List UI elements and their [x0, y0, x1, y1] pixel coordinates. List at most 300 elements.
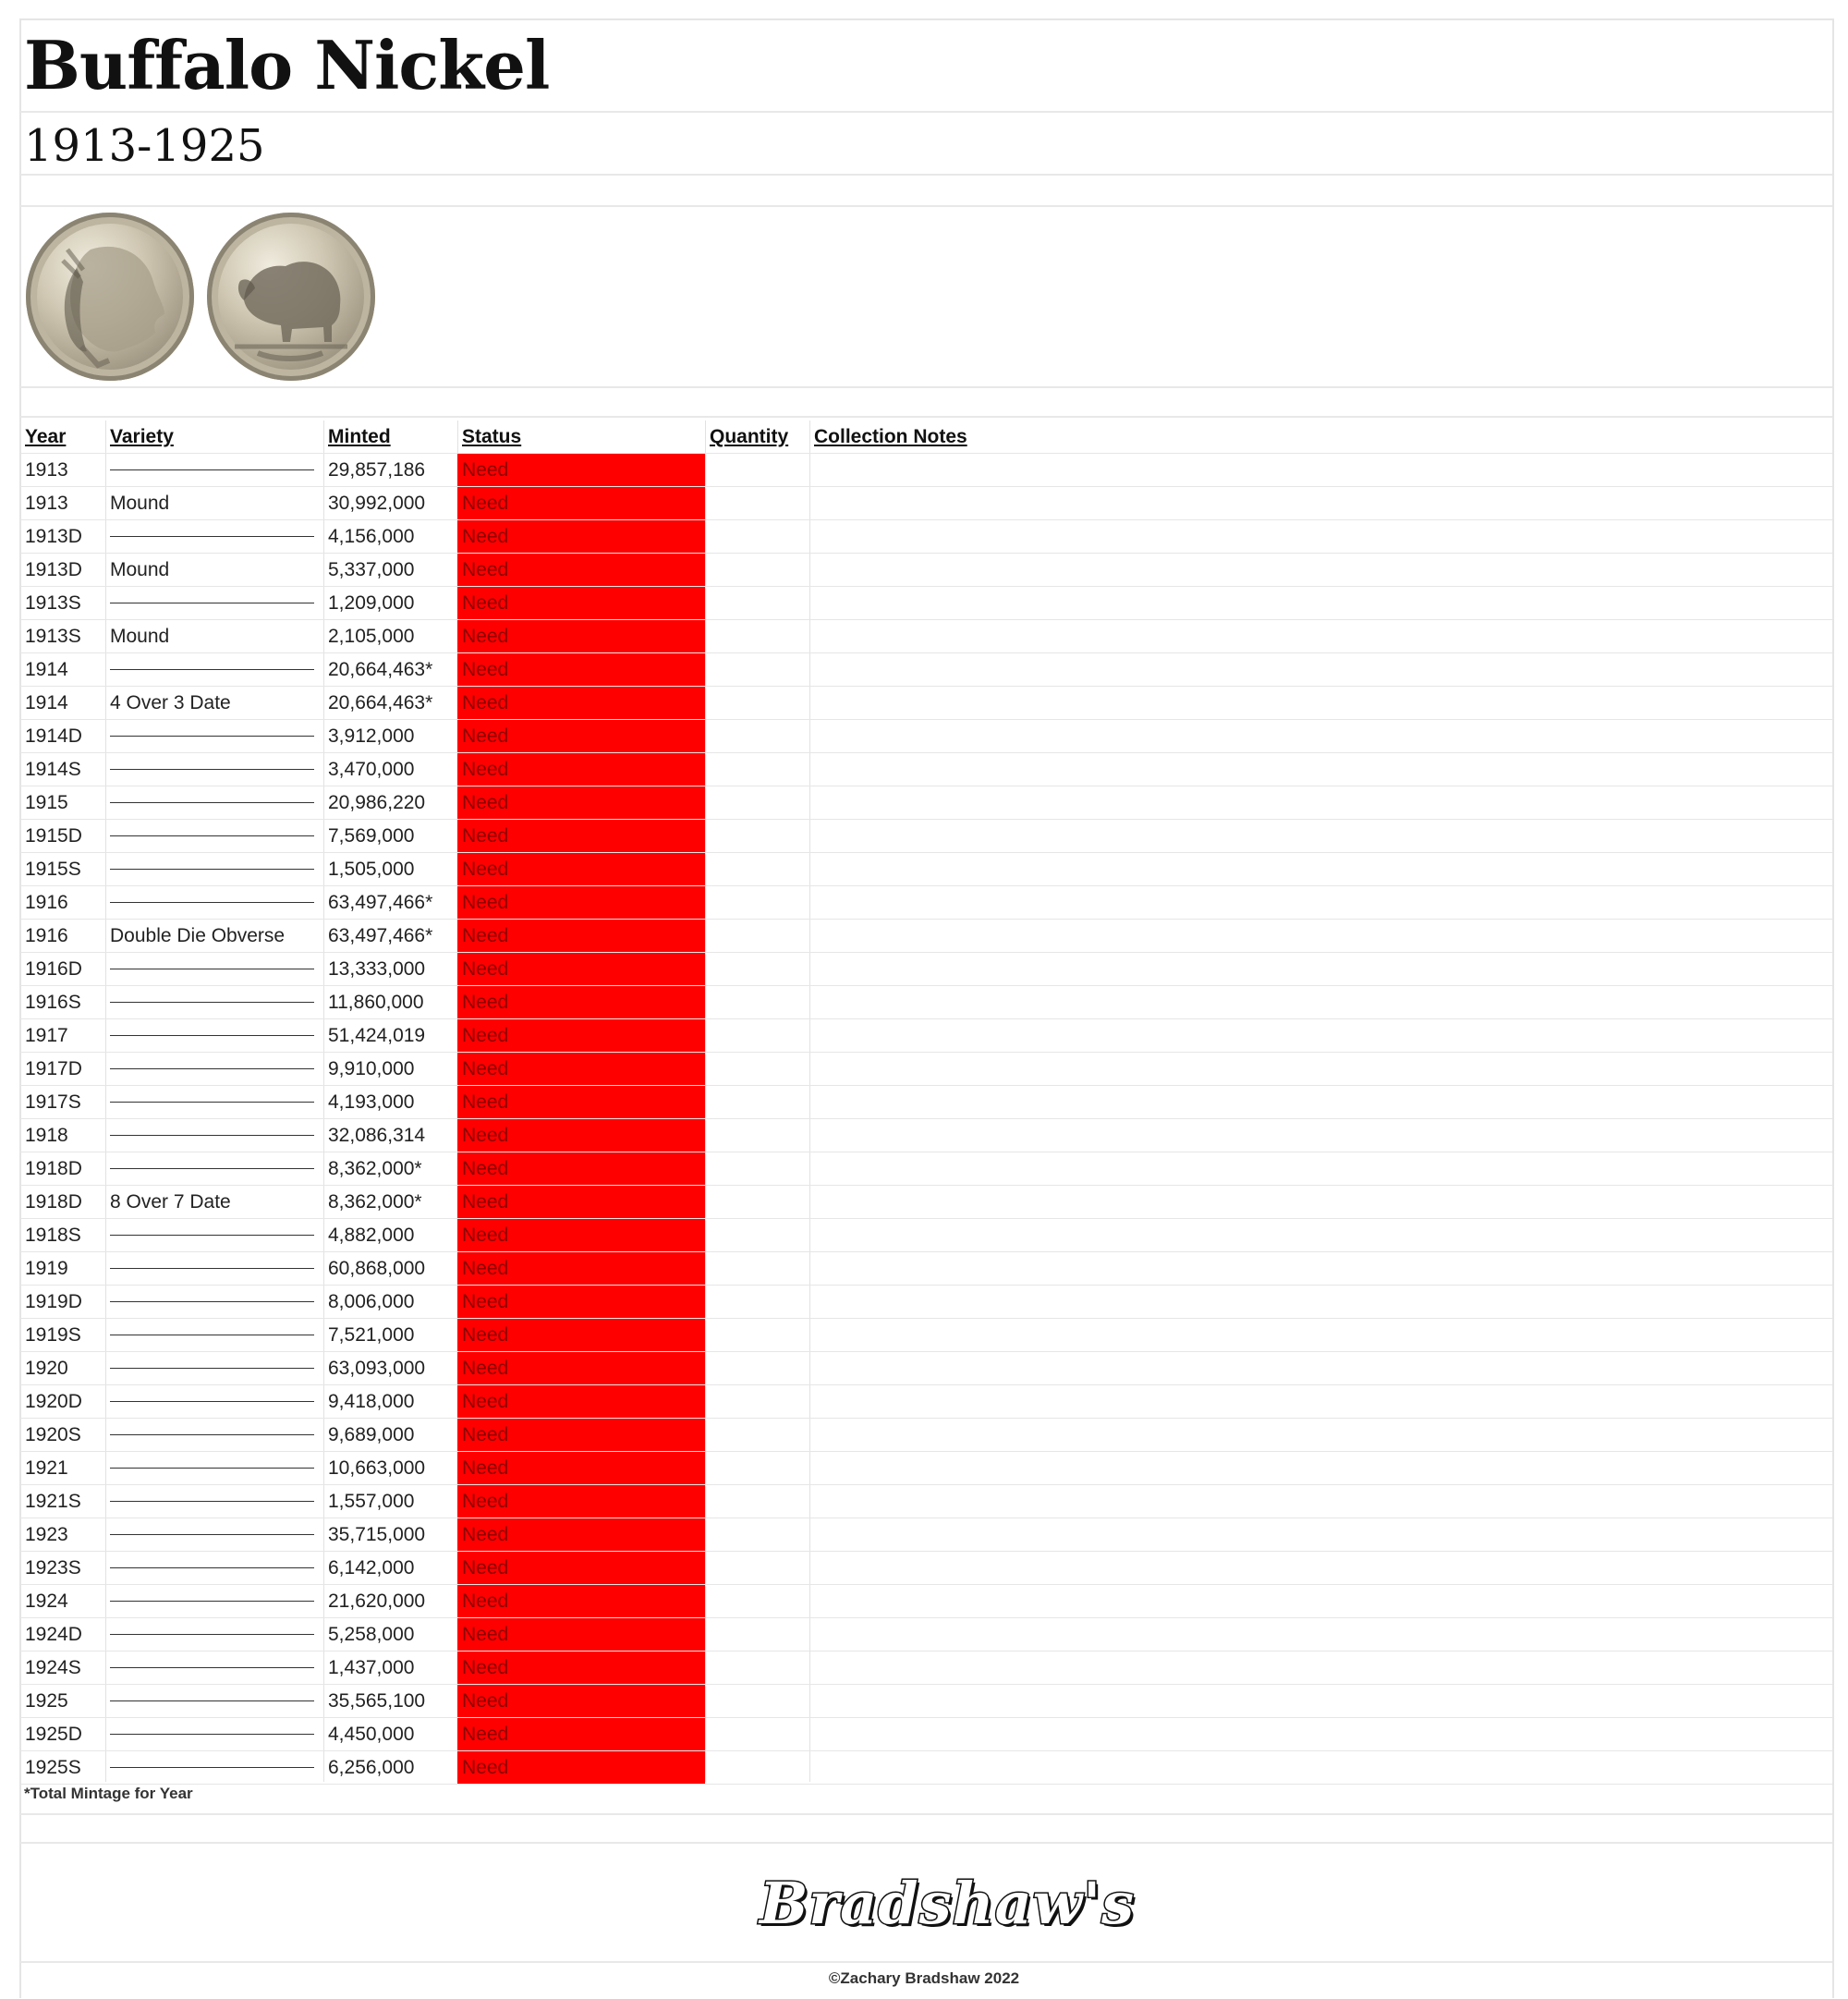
- status-cell[interactable]: Need: [457, 1685, 705, 1717]
- table-row: [20, 587, 1832, 620]
- status-cell[interactable]: Need: [457, 454, 705, 486]
- status-cell[interactable]: Need: [457, 620, 705, 652]
- variety-cell: [105, 454, 323, 486]
- year-cell: 1913: [25, 493, 68, 514]
- status-cell[interactable]: Need: [457, 1319, 705, 1351]
- collection-notes-cell[interactable]: [809, 720, 1832, 752]
- year-cell: 1918: [25, 1125, 68, 1146]
- variety-cell: [105, 1086, 323, 1118]
- quantity-cell[interactable]: [705, 487, 809, 519]
- empty-variety-dash: [110, 1235, 314, 1236]
- empty-variety-dash: [110, 1534, 314, 1535]
- year-cell: 1919S: [25, 1324, 81, 1346]
- minted-cell: 8,362,000*: [328, 1191, 422, 1213]
- status-cell[interactable]: Need: [457, 986, 705, 1018]
- year-cell: 1916: [25, 892, 68, 913]
- collection-notes-cell[interactable]: [809, 1485, 1832, 1518]
- collection-notes-cell[interactable]: [809, 1618, 1832, 1651]
- year-cell: 1925: [25, 1690, 68, 1712]
- table-row: [20, 1485, 1832, 1518]
- status-cell[interactable]: Need: [457, 1585, 705, 1617]
- empty-variety-dash: [110, 1667, 314, 1668]
- minted-cell: 51,424,019: [328, 1025, 426, 1046]
- year-cell: 1918D: [25, 1191, 82, 1213]
- year-cell: 1919: [25, 1258, 68, 1279]
- variety-cell: [105, 1452, 323, 1484]
- status-cell[interactable]: Need: [457, 1252, 705, 1285]
- quantity-cell[interactable]: [705, 786, 809, 819]
- status-cell[interactable]: Need: [457, 1119, 705, 1152]
- table-row: [20, 1053, 1832, 1086]
- empty-variety-dash: [110, 736, 314, 737]
- minted-cell: 63,497,466*: [328, 892, 433, 913]
- quantity-cell[interactable]: [705, 1452, 809, 1484]
- status-cell[interactable]: Need: [457, 1552, 705, 1584]
- table-row: [20, 820, 1832, 853]
- row-divider: [20, 174, 1832, 176]
- year-cell: 1915: [25, 792, 68, 813]
- year-cell: 1921S: [25, 1491, 81, 1512]
- collection-notes-cell[interactable]: [809, 1585, 1832, 1617]
- quantity-cell[interactable]: [705, 1119, 809, 1152]
- table-row: [20, 1751, 1832, 1785]
- variety-cell: [105, 653, 323, 686]
- status-cell[interactable]: Need: [457, 1286, 705, 1318]
- minted-cell: 4,156,000: [328, 526, 415, 547]
- minted-cell: 9,418,000: [328, 1391, 415, 1412]
- status-cell[interactable]: Need: [457, 920, 705, 952]
- year-cell: 1914: [25, 659, 68, 680]
- empty-variety-dash: [110, 869, 314, 870]
- quantity-cell[interactable]: [705, 1618, 809, 1651]
- variety-cell: [105, 1352, 323, 1384]
- collection-notes-cell[interactable]: [809, 853, 1832, 885]
- quantity-cell[interactable]: [705, 1252, 809, 1285]
- quantity-cell[interactable]: [705, 620, 809, 652]
- collection-notes-cell[interactable]: [809, 1019, 1832, 1052]
- collection-notes-cell[interactable]: [809, 554, 1832, 586]
- minted-cell: 7,521,000: [328, 1324, 415, 1346]
- status-cell[interactable]: Need: [457, 786, 705, 819]
- quantity-cell[interactable]: [705, 953, 809, 985]
- table-row: [20, 886, 1832, 920]
- quantity-cell[interactable]: [705, 653, 809, 686]
- minted-cell: 10,663,000: [328, 1457, 426, 1479]
- collection-notes-cell[interactable]: [809, 1319, 1832, 1351]
- variety-cell: Mound: [110, 626, 170, 647]
- collection-notes-cell[interactable]: [809, 587, 1832, 619]
- variety-cell: [105, 1252, 323, 1285]
- status-cell[interactable]: Need: [457, 1485, 705, 1518]
- row-divider: [20, 1961, 1832, 1963]
- minted-cell: 21,620,000: [328, 1591, 426, 1612]
- empty-variety-dash: [110, 1767, 314, 1768]
- indian-head-icon: [26, 213, 194, 381]
- empty-variety-dash: [110, 835, 314, 836]
- quantity-cell[interactable]: [705, 1219, 809, 1251]
- collection-notes-cell[interactable]: [809, 653, 1832, 686]
- status-cell[interactable]: Need: [457, 753, 705, 786]
- variety-cell: [105, 820, 323, 852]
- status-cell[interactable]: Need: [457, 1419, 705, 1451]
- table-header-row: [20, 421, 1832, 454]
- minted-cell: 6,142,000: [328, 1557, 415, 1578]
- quantity-cell[interactable]: [705, 1186, 809, 1218]
- empty-variety-dash: [110, 1368, 314, 1369]
- quantity-cell[interactable]: [705, 853, 809, 885]
- page-title: Buffalo Nickel: [24, 26, 550, 104]
- minted-cell: 35,565,100: [328, 1690, 426, 1712]
- coin-reverse-image: [207, 213, 375, 381]
- variety-cell: Mound: [110, 493, 170, 514]
- year-cell: 1917D: [25, 1058, 82, 1079]
- year-cell: 1916S: [25, 992, 81, 1013]
- minted-cell: 4,450,000: [328, 1724, 415, 1745]
- table-row: [20, 1652, 1832, 1685]
- status-cell[interactable]: Need: [457, 953, 705, 985]
- table-row: [20, 1518, 1832, 1552]
- quantity-cell[interactable]: [705, 1352, 809, 1384]
- status-cell[interactable]: Need: [457, 653, 705, 686]
- variety-cell: 4 Over 3 Date: [110, 692, 231, 713]
- quantity-cell[interactable]: [705, 720, 809, 752]
- table-row: [20, 753, 1832, 786]
- quantity-cell[interactable]: [705, 986, 809, 1018]
- minted-cell: 6,256,000: [328, 1757, 415, 1778]
- empty-variety-dash: [110, 1734, 314, 1735]
- table-row: [20, 1152, 1832, 1186]
- quantity-cell[interactable]: [705, 554, 809, 586]
- year-cell: 1913D: [25, 559, 82, 580]
- collection-notes-cell[interactable]: [809, 1152, 1832, 1185]
- variety-cell: [105, 986, 323, 1018]
- empty-variety-dash: [110, 1035, 314, 1036]
- variety-cell: [105, 1685, 323, 1717]
- status-cell[interactable]: Need: [457, 1652, 705, 1684]
- status-cell[interactable]: Need: [457, 554, 705, 586]
- status-cell[interactable]: Need: [457, 1751, 705, 1784]
- variety-cell: [105, 1552, 323, 1584]
- empty-variety-dash: [110, 802, 314, 803]
- minted-cell: 8,362,000*: [328, 1158, 422, 1179]
- column-header-status: Status: [462, 426, 522, 447]
- sheet-border-right: [1832, 18, 1834, 1998]
- variety-cell: Mound: [110, 559, 170, 580]
- table-row: [20, 853, 1832, 886]
- minted-cell: 13,333,000: [328, 958, 426, 980]
- status-cell[interactable]: Need: [457, 1186, 705, 1218]
- variety-cell: [105, 1286, 323, 1318]
- row-divider: [20, 1813, 1832, 1815]
- minted-cell: 1,209,000: [328, 592, 415, 614]
- table-row: [20, 1585, 1832, 1618]
- year-cell: 1913S: [25, 626, 81, 647]
- minted-cell: 63,093,000: [328, 1358, 426, 1379]
- year-cell: 1925S: [25, 1757, 81, 1778]
- table-row: [20, 1685, 1832, 1718]
- year-cell: 1918D: [25, 1158, 82, 1179]
- mintage-footnote: *Total Mintage for Year: [24, 1785, 193, 1802]
- collection-notes-cell[interactable]: [809, 1219, 1832, 1251]
- quantity-cell[interactable]: [705, 587, 809, 619]
- empty-variety-dash: [110, 1002, 314, 1003]
- quantity-cell[interactable]: [705, 520, 809, 553]
- status-cell[interactable]: Need: [457, 1385, 705, 1418]
- table-row: [20, 1086, 1832, 1119]
- year-cell: 1918S: [25, 1225, 81, 1246]
- table-row: [20, 1552, 1832, 1585]
- minted-cell: 3,912,000: [328, 725, 415, 747]
- empty-variety-dash: [110, 469, 314, 470]
- year-cell: 1920S: [25, 1424, 81, 1445]
- table-row: [20, 1319, 1832, 1352]
- quantity-cell[interactable]: [705, 1652, 809, 1684]
- year-cell: 1914D: [25, 725, 82, 747]
- quantity-cell[interactable]: [705, 1419, 809, 1451]
- quantity-cell[interactable]: [705, 1718, 809, 1750]
- sheet-border-top: [19, 18, 1832, 20]
- status-cell[interactable]: Need: [457, 1718, 705, 1750]
- row-divider: [20, 416, 1832, 418]
- collection-notes-cell[interactable]: [809, 1385, 1832, 1418]
- empty-variety-dash: [110, 1168, 314, 1169]
- empty-variety-dash: [110, 1634, 314, 1635]
- collection-notes-cell[interactable]: [809, 1352, 1832, 1384]
- minted-cell: 3,470,000: [328, 759, 415, 780]
- minted-cell: 1,557,000: [328, 1491, 415, 1512]
- collection-notes-cell[interactable]: [809, 687, 1832, 719]
- table-row: [20, 920, 1832, 953]
- year-cell: 1925D: [25, 1724, 82, 1745]
- quantity-cell[interactable]: [705, 1152, 809, 1185]
- quantity-cell[interactable]: [705, 1319, 809, 1351]
- status-cell[interactable]: Need: [457, 1618, 705, 1651]
- year-cell: 1917: [25, 1025, 68, 1046]
- row-divider: [20, 111, 1832, 113]
- minted-cell: 8,006,000: [328, 1291, 415, 1312]
- collection-notes-cell[interactable]: [809, 1119, 1832, 1152]
- table-row: [20, 720, 1832, 753]
- empty-variety-dash: [110, 1401, 314, 1402]
- collection-notes-cell[interactable]: [809, 1419, 1832, 1451]
- empty-variety-dash: [110, 769, 314, 770]
- variety-cell: [105, 1518, 323, 1551]
- year-cell: 1915S: [25, 859, 81, 880]
- coin-obverse-image: [26, 213, 194, 381]
- collection-notes-cell[interactable]: [809, 1053, 1832, 1085]
- year-cell: 1914S: [25, 759, 81, 780]
- year-cell: 1916: [25, 925, 68, 946]
- table-row: [20, 687, 1832, 720]
- minted-cell: 11,860,000: [328, 992, 424, 1013]
- variety-cell: [105, 853, 323, 885]
- quantity-cell[interactable]: [705, 1585, 809, 1617]
- column-header-collection-notes: Collection Notes: [814, 426, 967, 447]
- status-cell[interactable]: Need: [457, 1086, 705, 1118]
- table-row: [20, 454, 1832, 487]
- status-cell[interactable]: Need: [457, 1053, 705, 1085]
- quantity-cell[interactable]: [705, 1518, 809, 1551]
- table-row: [20, 1718, 1832, 1751]
- minted-cell: 1,505,000: [328, 859, 415, 880]
- variety-cell: [105, 1718, 323, 1750]
- quantity-cell[interactable]: [705, 1385, 809, 1418]
- quantity-cell[interactable]: [705, 1751, 809, 1784]
- status-cell[interactable]: Need: [457, 1452, 705, 1484]
- collection-notes-cell[interactable]: [809, 886, 1832, 919]
- status-cell[interactable]: Need: [457, 1219, 705, 1251]
- minted-cell: 20,664,463*: [328, 659, 433, 680]
- variety-cell: [105, 1219, 323, 1251]
- collection-notes-cell[interactable]: [809, 454, 1832, 486]
- empty-variety-dash: [110, 1068, 314, 1069]
- table-row: [20, 620, 1832, 653]
- table-row: [20, 953, 1832, 986]
- column-header-variety: Variety: [110, 426, 174, 447]
- minted-cell: 5,258,000: [328, 1624, 415, 1645]
- collection-notes-cell[interactable]: [809, 1086, 1832, 1118]
- quantity-cell[interactable]: [705, 1552, 809, 1584]
- variety-cell: [105, 786, 323, 819]
- quantity-cell[interactable]: [705, 1019, 809, 1052]
- variety-cell: [105, 1485, 323, 1518]
- quantity-cell[interactable]: [705, 1053, 809, 1085]
- minted-cell: 35,715,000: [328, 1524, 426, 1545]
- variety-cell: [105, 953, 323, 985]
- status-cell[interactable]: Need: [457, 853, 705, 885]
- variety-cell: [105, 720, 323, 752]
- status-cell[interactable]: Need: [457, 1352, 705, 1384]
- variety-cell: [105, 886, 323, 919]
- quantity-cell[interactable]: [705, 820, 809, 852]
- collection-notes-cell[interactable]: [809, 1685, 1832, 1717]
- quantity-cell[interactable]: [705, 886, 809, 919]
- variety-cell: [105, 587, 323, 619]
- quantity-cell[interactable]: [705, 920, 809, 952]
- minted-cell: 4,882,000: [328, 1225, 415, 1246]
- variety-cell: [105, 1053, 323, 1085]
- empty-variety-dash: [110, 1601, 314, 1602]
- table-row: [20, 487, 1832, 520]
- table-row: [20, 1385, 1832, 1419]
- status-cell[interactable]: Need: [457, 587, 705, 619]
- status-cell[interactable]: Need: [457, 820, 705, 852]
- year-cell: 1920: [25, 1358, 68, 1379]
- collection-notes-cell[interactable]: [809, 820, 1832, 852]
- year-cell: 1913: [25, 459, 68, 481]
- year-cell: 1919D: [25, 1291, 82, 1312]
- year-cell: 1916D: [25, 958, 82, 980]
- bison-icon: [207, 213, 375, 381]
- minted-cell: 9,689,000: [328, 1424, 415, 1445]
- minted-cell: 32,086,314: [328, 1125, 426, 1146]
- empty-variety-dash: [110, 1268, 314, 1269]
- row-divider: [20, 386, 1832, 388]
- collection-notes-cell[interactable]: [809, 1652, 1832, 1684]
- year-cell: 1914: [25, 692, 68, 713]
- variety-cell: [105, 753, 323, 786]
- collection-notes-cell[interactable]: [809, 753, 1832, 786]
- year-cell: 1921: [25, 1457, 68, 1479]
- copyright-text: ©Zachary Bradshaw 2022: [828, 1969, 1020, 1987]
- status-cell[interactable]: Need: [457, 1518, 705, 1551]
- collection-notes-cell[interactable]: [809, 1718, 1832, 1750]
- empty-variety-dash: [110, 1501, 314, 1502]
- quantity-cell[interactable]: [705, 1485, 809, 1518]
- collection-notes-cell[interactable]: [809, 1186, 1832, 1218]
- variety-cell: [105, 1652, 323, 1684]
- year-cell: 1917S: [25, 1091, 81, 1113]
- table-row: [20, 1452, 1832, 1485]
- collection-notes-cell[interactable]: [809, 620, 1832, 652]
- status-cell[interactable]: Need: [457, 720, 705, 752]
- variety-cell: [105, 1585, 323, 1617]
- status-cell[interactable]: Need: [457, 487, 705, 519]
- year-cell: 1924S: [25, 1657, 81, 1678]
- quantity-cell[interactable]: [705, 687, 809, 719]
- collection-notes-cell[interactable]: [809, 1286, 1832, 1318]
- year-cell: 1920D: [25, 1391, 82, 1412]
- collection-notes-cell[interactable]: [809, 986, 1832, 1018]
- collection-notes-cell[interactable]: [809, 1518, 1832, 1551]
- status-cell[interactable]: Need: [457, 520, 705, 553]
- table-row: [20, 1618, 1832, 1652]
- column-header-quantity: Quantity: [710, 426, 789, 447]
- empty-variety-dash: [110, 669, 314, 670]
- empty-variety-dash: [110, 902, 314, 903]
- quantity-cell[interactable]: [705, 753, 809, 786]
- minted-cell: 63,497,466*: [328, 925, 433, 946]
- collection-notes-cell[interactable]: [809, 1452, 1832, 1484]
- year-cell: 1913S: [25, 592, 81, 614]
- status-cell[interactable]: Need: [457, 886, 705, 919]
- collection-notes-cell[interactable]: [809, 1252, 1832, 1285]
- variety-cell: 8 Over 7 Date: [110, 1191, 231, 1213]
- year-cell: 1923S: [25, 1557, 81, 1578]
- table-row: [20, 1119, 1832, 1152]
- minted-cell: 20,664,463*: [328, 692, 433, 713]
- collection-notes-cell[interactable]: [809, 520, 1832, 553]
- collection-notes-cell[interactable]: [809, 1751, 1832, 1784]
- collection-notes-cell[interactable]: [809, 953, 1832, 985]
- table-row: [20, 520, 1832, 554]
- table-row: [20, 1219, 1832, 1252]
- minted-cell: 5,337,000: [328, 559, 415, 580]
- quantity-cell[interactable]: [705, 1086, 809, 1118]
- status-cell[interactable]: Need: [457, 1152, 705, 1185]
- quantity-cell[interactable]: [705, 1286, 809, 1318]
- column-header-year: Year: [25, 426, 67, 447]
- year-cell: 1915D: [25, 825, 82, 847]
- collection-notes-cell[interactable]: [809, 786, 1832, 819]
- minted-cell: 9,910,000: [328, 1058, 415, 1079]
- status-cell[interactable]: Need: [457, 1019, 705, 1052]
- year-cell: 1923: [25, 1524, 68, 1545]
- variety-cell: [105, 1019, 323, 1052]
- collection-notes-cell[interactable]: [809, 1552, 1832, 1584]
- quantity-cell[interactable]: [705, 454, 809, 486]
- status-cell[interactable]: Need: [457, 687, 705, 719]
- table-row: [20, 1252, 1832, 1286]
- year-cell: 1913D: [25, 526, 82, 547]
- quantity-cell[interactable]: [705, 1685, 809, 1717]
- collection-notes-cell[interactable]: [809, 487, 1832, 519]
- collection-notes-cell[interactable]: [809, 920, 1832, 952]
- minted-cell: 2,105,000: [328, 626, 415, 647]
- minted-cell: 1,437,000: [328, 1657, 415, 1678]
- empty-variety-dash: [110, 536, 314, 537]
- variety-cell: [105, 1618, 323, 1651]
